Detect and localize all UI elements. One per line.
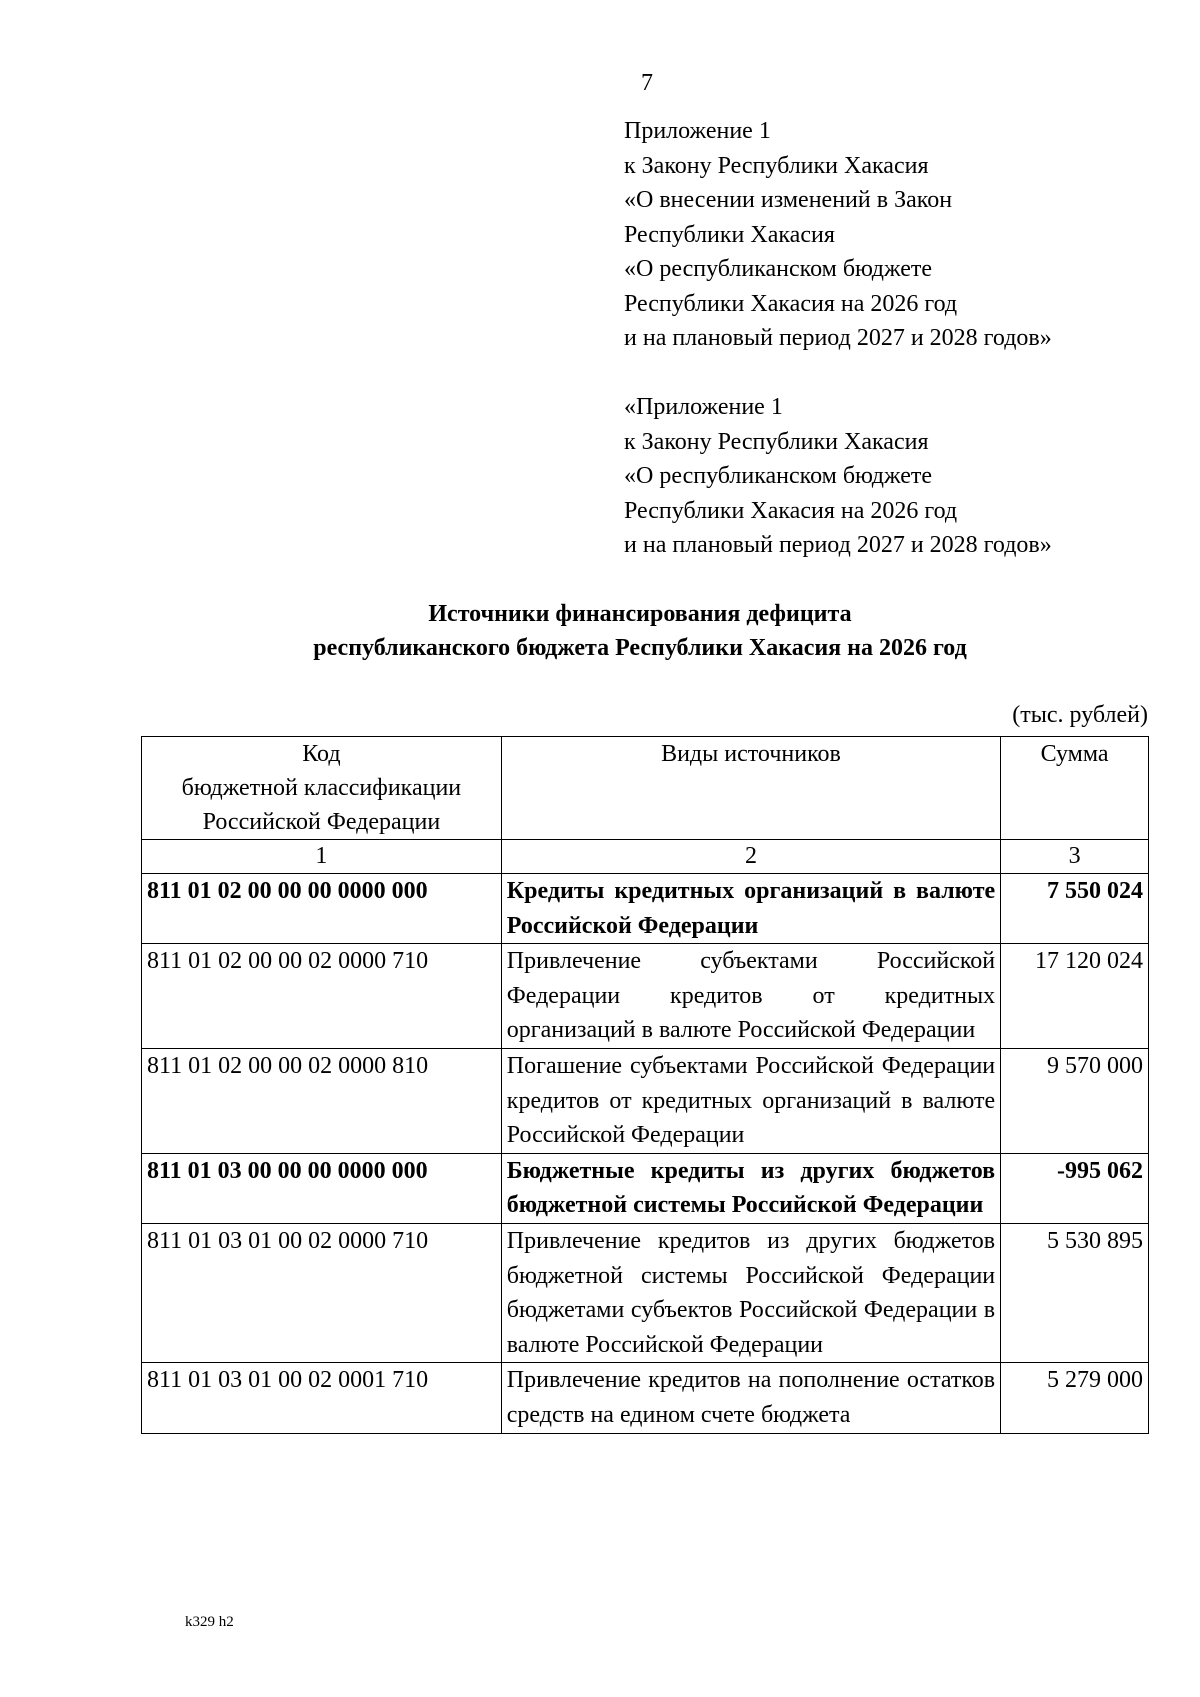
appendix-original-line: к Закону Республики Хакасия <box>624 428 929 455</box>
row-sum: 7 550 024 <box>1001 874 1149 944</box>
appendix-original-line: Республики Хакасия на 2026 год <box>624 497 958 524</box>
units-label: (тыс. рублей) <box>1012 702 1148 728</box>
row-name: Привлечение кредитов из других бюджетов бюджетной системы Российской Федерации бюджетами субъектов Российской Федерации в валюте Российской Федерации <box>501 1223 1000 1362</box>
appendix-original-header <box>624 390 1052 563</box>
document-title-line: республиканского бюджета Республики Хакасия на 2026 год <box>313 635 967 661</box>
column-number: 1 <box>142 840 502 874</box>
appendix-original-line: «О республиканском бюджете <box>624 463 933 489</box>
row-code: 811 01 02 00 00 00 0000 000 <box>142 874 502 944</box>
row-sum: 5 530 895 <box>1001 1223 1149 1362</box>
appendix-original-line: «Приложение 1 <box>624 394 783 420</box>
page-number: 7 <box>641 70 653 96</box>
document-title <box>130 597 1150 665</box>
row-sum: 9 570 000 <box>1001 1048 1149 1153</box>
appendix-header-line: «О республиканском бюджете <box>624 256 933 282</box>
column-number-row <box>142 840 1149 874</box>
appendix-header-line: и на плановый период 2027 и 2028 годов» <box>624 325 1052 351</box>
appendix-header-line: Республики Хакасия <box>624 221 835 248</box>
row-name: Кредиты кредитных организаций в валюте Российской Федерации <box>501 874 1000 944</box>
header-code-line: Российской Федерации <box>202 809 441 835</box>
table-row <box>142 1363 1149 1433</box>
row-code: 811 01 02 00 00 02 0000 810 <box>142 1048 502 1153</box>
header-name: Виды источников <box>501 737 1000 840</box>
row-sum: 5 279 000 <box>1001 1363 1149 1433</box>
row-sum: 17 120 024 <box>1001 944 1149 1049</box>
table-row <box>142 944 1149 1049</box>
row-name: Привлечение субъектами Российской Федерации кредитов от кредитных организаций в валюте Российской Федерации <box>501 944 1000 1049</box>
header-code <box>142 737 502 840</box>
appendix-header-line: Приложение 1 <box>624 118 771 144</box>
document-title-line: Источники финансирования дефицита <box>428 601 852 627</box>
column-number: 2 <box>501 840 1000 874</box>
appendix-header <box>624 114 1052 356</box>
header-code-line: Код <box>302 741 341 767</box>
row-sum: -995 062 <box>1001 1153 1149 1223</box>
header-code-line: бюджетной классификации <box>181 775 462 801</box>
appendix-header-line: Республики Хакасия на 2026 год <box>624 290 958 317</box>
row-name: Бюджетные кредиты из других бюджетов бюджетной системы Российской Федерации <box>501 1153 1000 1223</box>
header-sum: Сумма <box>1001 737 1149 840</box>
row-code: 811 01 02 00 00 02 0000 710 <box>142 944 502 1049</box>
row-code: 811 01 03 01 00 02 0000 710 <box>142 1223 502 1362</box>
row-code: 811 01 03 01 00 02 0001 710 <box>142 1363 502 1433</box>
table-row <box>142 1048 1149 1153</box>
row-name: Погашение субъектами Российской Федерации кредитов от кредитных организаций в валюте Российской Федерации <box>501 1048 1000 1153</box>
table-row <box>142 874 1149 944</box>
row-name: Привлечение кредитов на пополнение остатков средств на едином счете бюджета <box>501 1363 1000 1433</box>
table-row <box>142 1153 1149 1223</box>
appendix-header-line: к Закону Республики Хакасия <box>624 152 929 179</box>
appendix-original-line: и на плановый период 2027 и 2028 годов» <box>624 532 1052 558</box>
column-number: 3 <box>1001 840 1149 874</box>
appendix-header-line: «О внесении изменений в Закон <box>624 187 953 213</box>
sources-table <box>141 736 1149 1434</box>
table-row <box>142 1223 1149 1362</box>
footer-code: k329 h2 <box>185 1614 234 1630</box>
row-code: 811 01 03 00 00 00 0000 000 <box>142 1153 502 1223</box>
table-header-row <box>142 737 1149 840</box>
